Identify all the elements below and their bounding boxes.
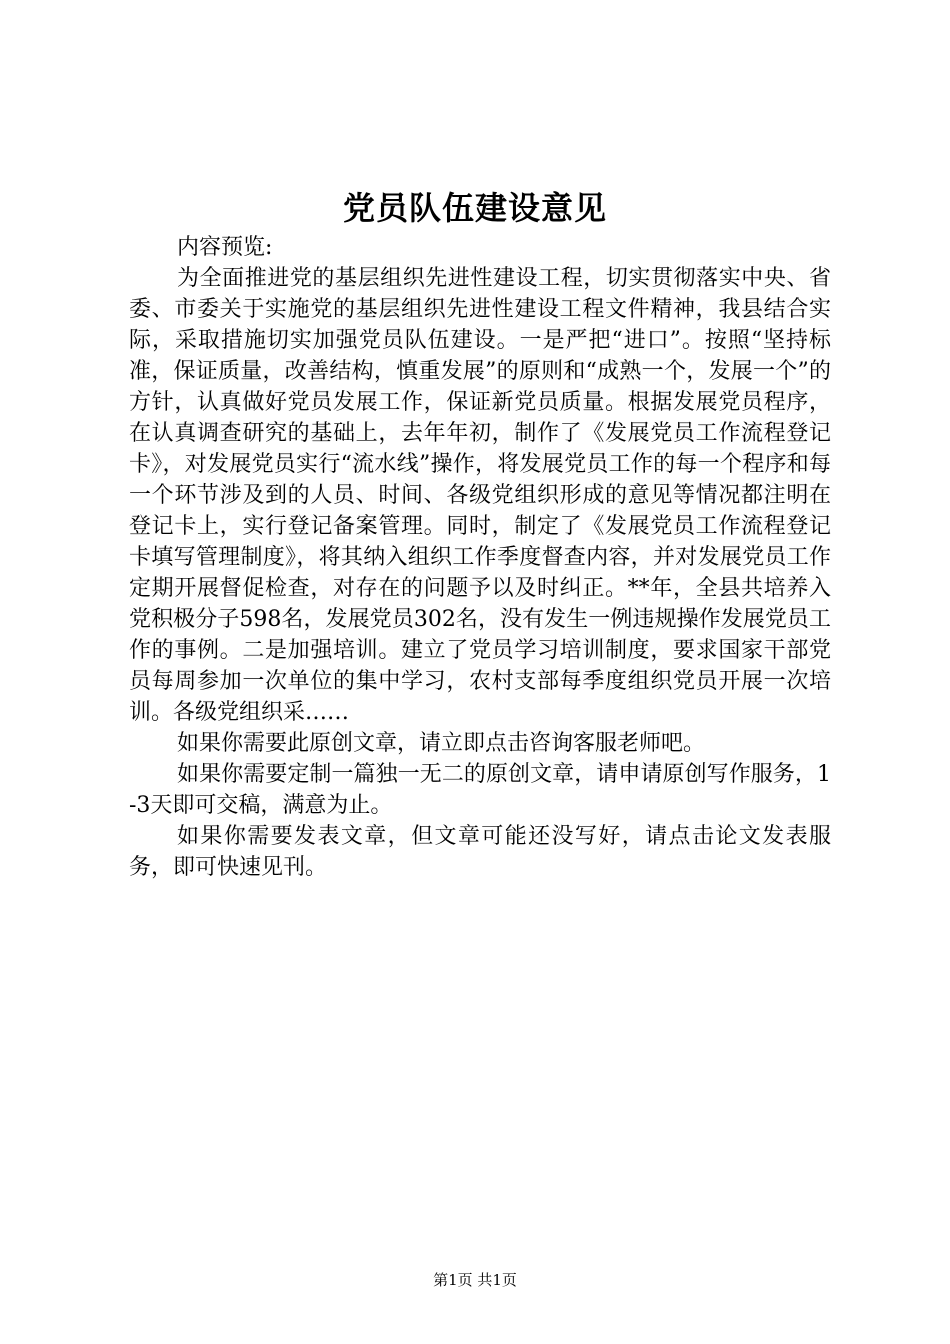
publishing-notice: 如果你需要发表文章，但文章可能还没写好，请点击论文发表服务，即可快速见刊。 <box>129 824 831 880</box>
body-paragraph: 为全面推进党的基层组织先进性建设工程，切实贯彻落实中央、省委、市委关于实施党的基层组织先进性建设工程文件精神，我县结合实际，采取措施切实加强党员队伍建设。一是严把“进口”。按照“坚持标准，保证质量，改善结构，慎重发展”的原则和“成熟一个，发展一个”的方针，认真做好党员发展工作，保证新党员质量。根据发展党员程序，在认真调查研究的基础上，去年年初，制作了《发展党员工作流程登记卡》，对发展党员实行“流水线”操作，将发展党员工作的每一个程序和每一个环节涉及到的人员、时间、各级党组织形成的意见等情况都注明在登记卡上，实行登记备案管理。同时，制定了《发展党员工作流程登记卡填写管理制度》，将其纳入组织工作季度督查内容，并对发展党员工作定期开展督促检查，对存在的问题予以及时纠正。**年，全县共培养入党积极分子598名，发展党员302名，没有发生一例违规操作发展党员工作的事例。二是加强培训。建立了党员学习培训制度，要求国家干部党员每周参加一次单位的集中学习，农村支部每季度组织党员开展一次培训。各级党组织采…… <box>129 266 831 725</box>
custom-writing-notice: 如果你需要定制一篇独一无二的原创文章，请申请原创写作服务，1-3天即可交稿，满意为止。 <box>129 762 831 818</box>
page-number-footer: 第1页 共1页 <box>433 1271 517 1289</box>
consult-notice: 如果你需要此原创文章，请立即点击咨询客服老师吧。 <box>177 731 706 756</box>
document-content <box>129 232 831 883</box>
preview-label: 内容预览: <box>177 235 273 260</box>
document-title: 党员队伍建设意见 <box>342 189 607 227</box>
